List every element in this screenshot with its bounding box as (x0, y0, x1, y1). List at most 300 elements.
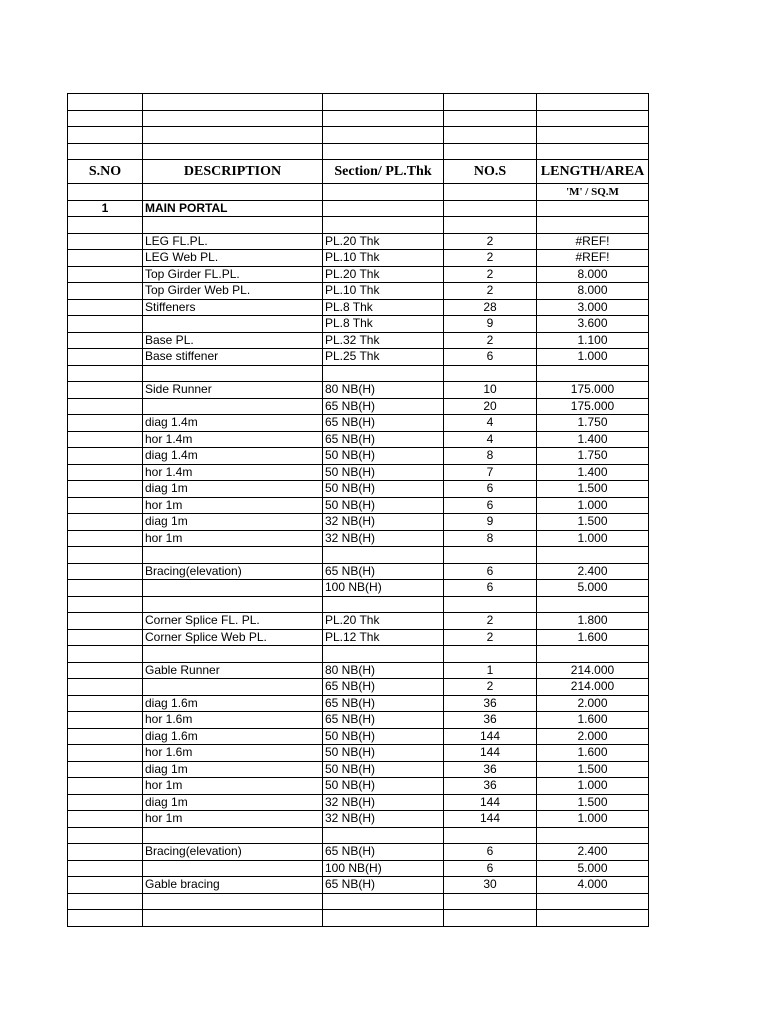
cell-nos[interactable]: 2 (444, 233, 537, 250)
table-row (68, 580, 649, 597)
cell-description[interactable] (143, 646, 323, 663)
cell-description[interactable]: Top Girder Web PL. (143, 283, 323, 300)
cell-section[interactable] (323, 547, 444, 564)
blank-row (68, 143, 649, 160)
table-row (68, 514, 649, 531)
cell-section[interactable]: PL.10 Thk (323, 283, 444, 300)
cell-section[interactable]: 65 NB(H) (323, 415, 444, 432)
cell-section[interactable]: 50 NB(H) (323, 745, 444, 762)
cell-nos[interactable]: 2 (444, 250, 537, 267)
table-row (68, 266, 649, 283)
cell-sno[interactable] (68, 662, 143, 679)
cell-sno[interactable] (68, 695, 143, 712)
blank-row (68, 110, 649, 127)
cell-section[interactable]: PL.32 Thk (323, 332, 444, 349)
cell[interactable] (143, 94, 323, 111)
cell-sno[interactable] (68, 316, 143, 333)
cell-length[interactable] (537, 646, 649, 663)
cell-nos[interactable]: 8 (444, 448, 537, 465)
table-row (68, 250, 649, 267)
cell-description[interactable]: diag 1.6m (143, 695, 323, 712)
spreadsheet-table (67, 93, 649, 927)
cell-description[interactable]: Top Girder FL.PL. (143, 266, 323, 283)
table-row (68, 497, 649, 514)
cell-section[interactable]: 80 NB(H) (323, 382, 444, 399)
cell-section[interactable]: 100 NB(H) (323, 580, 444, 597)
cell-nos[interactable]: 6 (444, 844, 537, 861)
cell-section[interactable]: 65 NB(H) (323, 563, 444, 580)
cell-description[interactable]: hor 1.4m (143, 464, 323, 481)
unit-row (68, 184, 649, 201)
cell-nos[interactable]: 6 (444, 860, 537, 877)
cell[interactable] (68, 143, 143, 160)
cell[interactable] (444, 127, 537, 144)
table-row (68, 662, 649, 679)
header-row (68, 160, 649, 184)
table-row (68, 448, 649, 465)
cell-nos[interactable]: 36 (444, 695, 537, 712)
header-description[interactable]: DESCRIPTION (143, 160, 323, 184)
cell-length[interactable]: 1.600 (537, 629, 649, 646)
cell-nos[interactable]: 9 (444, 316, 537, 333)
cell-section[interactable]: 65 NB(H) (323, 398, 444, 415)
cell-section[interactable]: 50 NB(H) (323, 728, 444, 745)
cell-nos[interactable]: 36 (444, 778, 537, 795)
cell-sno[interactable] (68, 233, 143, 250)
cell-sno[interactable] (68, 283, 143, 300)
cell-section[interactable]: 65 NB(H) (323, 844, 444, 861)
section-number[interactable]: 1 (68, 200, 143, 217)
table-row (68, 679, 649, 696)
cell-sno[interactable] (68, 349, 143, 366)
cell-description[interactable]: Bracing(elevation) (143, 844, 323, 861)
cell-nos[interactable]: 1 (444, 662, 537, 679)
cell-nos[interactable]: 36 (444, 761, 537, 778)
cell-section[interactable]: 50 NB(H) (323, 761, 444, 778)
cell-sno[interactable] (68, 745, 143, 762)
cell-length[interactable]: 8.000 (537, 283, 649, 300)
table-row (68, 728, 649, 745)
cell-section[interactable]: 50 NB(H) (323, 464, 444, 481)
cell-length[interactable]: 4.000 (537, 877, 649, 894)
cell-length[interactable]: 2.400 (537, 844, 649, 861)
cell-description[interactable] (143, 217, 323, 234)
table-row (68, 431, 649, 448)
cell[interactable] (537, 200, 649, 217)
cell-description[interactable]: LEG FL.PL. (143, 233, 323, 250)
cell-length[interactable]: 214.000 (537, 662, 649, 679)
cell-length[interactable]: 8.000 (537, 266, 649, 283)
cell-nos[interactable]: 8 (444, 530, 537, 547)
cell-description[interactable]: diag 1m (143, 481, 323, 498)
cell-description[interactable] (143, 679, 323, 696)
table-row (68, 910, 649, 927)
table-row (68, 398, 649, 415)
cell-description[interactable]: hor 1m (143, 530, 323, 547)
cell-description[interactable]: diag 1m (143, 514, 323, 531)
cell-nos[interactable]: 4 (444, 415, 537, 432)
cell[interactable] (323, 94, 444, 111)
spreadsheet-body (68, 94, 649, 927)
cell-section[interactable] (323, 596, 444, 613)
cell-sno[interactable] (68, 415, 143, 432)
cell-sno[interactable] (68, 794, 143, 811)
cell-section[interactable]: PL.10 Thk (323, 250, 444, 267)
cell-length[interactable]: 2.000 (537, 728, 649, 745)
cell-section[interactable] (323, 646, 444, 663)
cell[interactable] (143, 184, 323, 201)
cell-length[interactable]: 2.400 (537, 563, 649, 580)
header-length-unit[interactable]: 'M' / SQ.M (537, 184, 649, 201)
cell[interactable] (323, 184, 444, 201)
cell-nos[interactable]: 2 (444, 283, 537, 300)
cell-nos[interactable]: 144 (444, 811, 537, 828)
cell-description[interactable] (143, 547, 323, 564)
cell-section[interactable]: 65 NB(H) (323, 695, 444, 712)
cell-description[interactable]: hor 1m (143, 778, 323, 795)
cell-length[interactable]: 1.000 (537, 811, 649, 828)
table-row (68, 877, 649, 894)
cell-length[interactable]: 3.600 (537, 316, 649, 333)
cell-sno[interactable] (68, 299, 143, 316)
cell-length[interactable]: 1.500 (537, 761, 649, 778)
cell-length[interactable]: 1.000 (537, 349, 649, 366)
cell-nos[interactable] (444, 893, 537, 910)
table-row (68, 233, 649, 250)
cell-sno[interactable] (68, 860, 143, 877)
table-row (68, 613, 649, 630)
table-row (68, 844, 649, 861)
cell[interactable] (444, 94, 537, 111)
cell-length[interactable]: 5.000 (537, 860, 649, 877)
cell-description[interactable]: diag 1.6m (143, 728, 323, 745)
cell-description[interactable]: Corner Splice Web PL. (143, 629, 323, 646)
cell-length[interactable] (537, 827, 649, 844)
cell-length[interactable] (537, 547, 649, 564)
cell-length[interactable] (537, 365, 649, 382)
cell-description[interactable]: Base stiffener (143, 349, 323, 366)
cell-description[interactable] (143, 398, 323, 415)
cell-section[interactable] (323, 365, 444, 382)
cell-sno[interactable] (68, 481, 143, 498)
blank-row (68, 94, 649, 111)
cell-length[interactable]: 1.500 (537, 481, 649, 498)
cell-sno[interactable] (68, 365, 143, 382)
cell-section[interactable] (323, 217, 444, 234)
cell-description[interactable]: hor 1.6m (143, 712, 323, 729)
cell-length[interactable]: 1.600 (537, 745, 649, 762)
cell-sno[interactable] (68, 910, 143, 927)
header-section[interactable]: Section/ PL.Thk (323, 160, 444, 184)
cell-nos[interactable]: 2 (444, 613, 537, 630)
cell-length[interactable]: 1.600 (537, 712, 649, 729)
table-row (68, 464, 649, 481)
cell-section[interactable]: PL.20 Thk (323, 613, 444, 630)
cell-sno[interactable] (68, 679, 143, 696)
table-row (68, 349, 649, 366)
cell-description[interactable] (143, 860, 323, 877)
cell-length[interactable]: 1.000 (537, 778, 649, 795)
cell-length[interactable]: 1.750 (537, 415, 649, 432)
cell-description[interactable]: Bracing(elevation) (143, 563, 323, 580)
cell-section[interactable]: PL.25 Thk (323, 349, 444, 366)
cell-length[interactable]: 1.750 (537, 448, 649, 465)
cell-length[interactable]: 5.000 (537, 580, 649, 597)
table-row (68, 794, 649, 811)
cell-nos[interactable]: 6 (444, 481, 537, 498)
cell-length[interactable]: 1.800 (537, 613, 649, 630)
cell-nos[interactable] (444, 827, 537, 844)
cell-description[interactable]: Corner Splice FL. PL. (143, 613, 323, 630)
cell-description[interactable]: Side Runner (143, 382, 323, 399)
table-row (68, 778, 649, 795)
cell-description[interactable]: diag 1.4m (143, 415, 323, 432)
table-row (68, 745, 649, 762)
cell-length[interactable]: 1.400 (537, 464, 649, 481)
cell-description[interactable]: diag 1m (143, 761, 323, 778)
table-row (68, 646, 649, 663)
cell-description[interactable] (143, 827, 323, 844)
cell-section[interactable]: 32 NB(H) (323, 514, 444, 531)
cell-sno[interactable] (68, 266, 143, 283)
cell-nos[interactable]: 10 (444, 382, 537, 399)
cell[interactable] (323, 110, 444, 127)
cell-description[interactable]: hor 1m (143, 497, 323, 514)
cell[interactable] (143, 127, 323, 144)
header-length[interactable]: LENGTH/AREA (537, 160, 649, 184)
cell-length[interactable]: 2.000 (537, 695, 649, 712)
cell-sno[interactable] (68, 497, 143, 514)
cell[interactable] (68, 110, 143, 127)
cell-section[interactable]: 65 NB(H) (323, 431, 444, 448)
cell-description[interactable]: Base PL. (143, 332, 323, 349)
cell[interactable] (68, 184, 143, 201)
table-row (68, 530, 649, 547)
cell-sno[interactable] (68, 613, 143, 630)
cell-nos[interactable] (444, 596, 537, 613)
cell-sno[interactable] (68, 514, 143, 531)
table-row (68, 893, 649, 910)
cell-description[interactable] (143, 596, 323, 613)
table-row (68, 761, 649, 778)
cell-nos[interactable] (444, 910, 537, 927)
cell-nos[interactable]: 28 (444, 299, 537, 316)
table-row (68, 695, 649, 712)
cell-length[interactable]: #REF! (537, 233, 649, 250)
cell-sno[interactable] (68, 728, 143, 745)
cell[interactable] (444, 143, 537, 160)
cell-description[interactable] (143, 910, 323, 927)
cell-nos[interactable]: 9 (444, 514, 537, 531)
cell-description[interactable]: Gable bracing (143, 877, 323, 894)
cell-length[interactable]: 1.500 (537, 794, 649, 811)
cell-section[interactable]: PL.12 Thk (323, 629, 444, 646)
section-title[interactable]: MAIN PORTAL (143, 200, 323, 217)
cell-nos[interactable]: 144 (444, 728, 537, 745)
cell-nos[interactable] (444, 217, 537, 234)
cell[interactable] (444, 200, 537, 217)
cell-sno[interactable] (68, 431, 143, 448)
cell-section[interactable]: PL.20 Thk (323, 266, 444, 283)
cell[interactable] (68, 94, 143, 111)
cell-nos[interactable]: 6 (444, 497, 537, 514)
cell-sno[interactable] (68, 563, 143, 580)
cell-length[interactable]: 1.000 (537, 530, 649, 547)
cell-sno[interactable] (68, 398, 143, 415)
cell-sno[interactable] (68, 629, 143, 646)
cell-section[interactable]: 32 NB(H) (323, 794, 444, 811)
cell-description[interactable] (143, 365, 323, 382)
cell-length[interactable]: 3.000 (537, 299, 649, 316)
cell-nos[interactable]: 30 (444, 877, 537, 894)
table-row (68, 827, 649, 844)
cell-sno[interactable] (68, 778, 143, 795)
cell-length[interactable] (537, 217, 649, 234)
cell-description[interactable]: Gable Runner (143, 662, 323, 679)
cell-sno[interactable] (68, 761, 143, 778)
cell[interactable] (323, 143, 444, 160)
cell-description[interactable]: Stiffeners (143, 299, 323, 316)
cell-section[interactable]: 50 NB(H) (323, 481, 444, 498)
table-row (68, 629, 649, 646)
cell-length[interactable]: 175.000 (537, 382, 649, 399)
table-row (68, 596, 649, 613)
cell-section[interactable]: 65 NB(H) (323, 679, 444, 696)
cell-length[interactable]: 1.000 (537, 497, 649, 514)
cell-section[interactable] (323, 827, 444, 844)
cell-sno[interactable] (68, 580, 143, 597)
table-row (68, 811, 649, 828)
cell-section[interactable]: 50 NB(H) (323, 497, 444, 514)
cell-sno[interactable] (68, 250, 143, 267)
cell-nos[interactable]: 6 (444, 580, 537, 597)
cell[interactable] (68, 127, 143, 144)
cell-length[interactable]: 1.100 (537, 332, 649, 349)
cell-sno[interactable] (68, 811, 143, 828)
cell-sno[interactable] (68, 448, 143, 465)
cell-nos[interactable]: 6 (444, 349, 537, 366)
cell-length[interactable] (537, 596, 649, 613)
table-row (68, 316, 649, 333)
cell-sno[interactable] (68, 712, 143, 729)
cell-sno[interactable] (68, 530, 143, 547)
cell-nos[interactable]: 144 (444, 745, 537, 762)
cell-sno[interactable] (68, 464, 143, 481)
cell-section[interactable]: 50 NB(H) (323, 448, 444, 465)
table-row (68, 332, 649, 349)
cell-nos[interactable]: 36 (444, 712, 537, 729)
cell-sno[interactable] (68, 877, 143, 894)
table-row (68, 563, 649, 580)
cell-description[interactable]: LEG Web PL. (143, 250, 323, 267)
cell[interactable] (537, 94, 649, 111)
cell-nos[interactable]: 2 (444, 266, 537, 283)
cell-description[interactable]: hor 1m (143, 811, 323, 828)
cell-nos[interactable]: 20 (444, 398, 537, 415)
cell[interactable] (323, 200, 444, 217)
header-nos[interactable]: NO.S (444, 160, 537, 184)
table-row (68, 547, 649, 564)
cell-section[interactable]: PL.8 Thk (323, 299, 444, 316)
table-row (68, 382, 649, 399)
cell-sno[interactable] (68, 844, 143, 861)
cell-section[interactable]: 65 NB(H) (323, 877, 444, 894)
cell-section[interactable]: 50 NB(H) (323, 778, 444, 795)
cell-nos[interactable]: 6 (444, 563, 537, 580)
cell-nos[interactable]: 2 (444, 679, 537, 696)
table-row (68, 712, 649, 729)
cell-sno[interactable] (68, 646, 143, 663)
cell-description[interactable]: diag 1m (143, 794, 323, 811)
cell[interactable] (537, 143, 649, 160)
cell-sno[interactable] (68, 547, 143, 564)
cell-section[interactable]: 32 NB(H) (323, 530, 444, 547)
cell-sno[interactable] (68, 332, 143, 349)
cell-section[interactable]: 65 NB(H) (323, 712, 444, 729)
cell-nos[interactable] (444, 365, 537, 382)
cell-section[interactable]: PL.20 Thk (323, 233, 444, 250)
cell[interactable] (444, 110, 537, 127)
cell-length[interactable] (537, 893, 649, 910)
cell[interactable] (143, 110, 323, 127)
cell-section[interactable]: 32 NB(H) (323, 811, 444, 828)
cell-length[interactable]: 214.000 (537, 679, 649, 696)
table-row (68, 860, 649, 877)
cell-section[interactable]: PL.8 Thk (323, 316, 444, 333)
blank-row (68, 127, 649, 144)
table-row (68, 481, 649, 498)
cell-nos[interactable]: 4 (444, 431, 537, 448)
cell[interactable] (537, 127, 649, 144)
cell-nos[interactable] (444, 646, 537, 663)
cell-nos[interactable]: 7 (444, 464, 537, 481)
table-row (68, 299, 649, 316)
cell[interactable] (143, 143, 323, 160)
cell-length[interactable]: 1.400 (537, 431, 649, 448)
cell-description[interactable]: diag 1.4m (143, 448, 323, 465)
cell-section[interactable] (323, 893, 444, 910)
cell[interactable] (323, 127, 444, 144)
cell-section[interactable] (323, 910, 444, 927)
cell-description[interactable] (143, 580, 323, 597)
table-row (68, 283, 649, 300)
cell-description[interactable]: hor 1.6m (143, 745, 323, 762)
cell-description[interactable] (143, 893, 323, 910)
cell-nos[interactable]: 2 (444, 332, 537, 349)
cell-length[interactable]: 175.000 (537, 398, 649, 415)
cell-length[interactable]: 1.500 (537, 514, 649, 531)
section-row (68, 200, 649, 217)
cell-sno[interactable] (68, 596, 143, 613)
cell-sno[interactable] (68, 827, 143, 844)
cell-section[interactable]: 100 NB(H) (323, 860, 444, 877)
cell[interactable] (444, 184, 537, 201)
cell-nos[interactable] (444, 547, 537, 564)
cell-nos[interactable]: 2 (444, 629, 537, 646)
cell-nos[interactable]: 144 (444, 794, 537, 811)
cell-sno[interactable] (68, 217, 143, 234)
cell-length[interactable] (537, 910, 649, 927)
cell-description[interactable]: hor 1.4m (143, 431, 323, 448)
table-row (68, 217, 649, 234)
cell-description[interactable] (143, 316, 323, 333)
cell-sno[interactable] (68, 382, 143, 399)
header-sno[interactable]: S.NO (68, 160, 143, 184)
cell-length[interactable]: #REF! (537, 250, 649, 267)
cell-sno[interactable] (68, 893, 143, 910)
cell-section[interactable]: 80 NB(H) (323, 662, 444, 679)
cell[interactable] (537, 110, 649, 127)
